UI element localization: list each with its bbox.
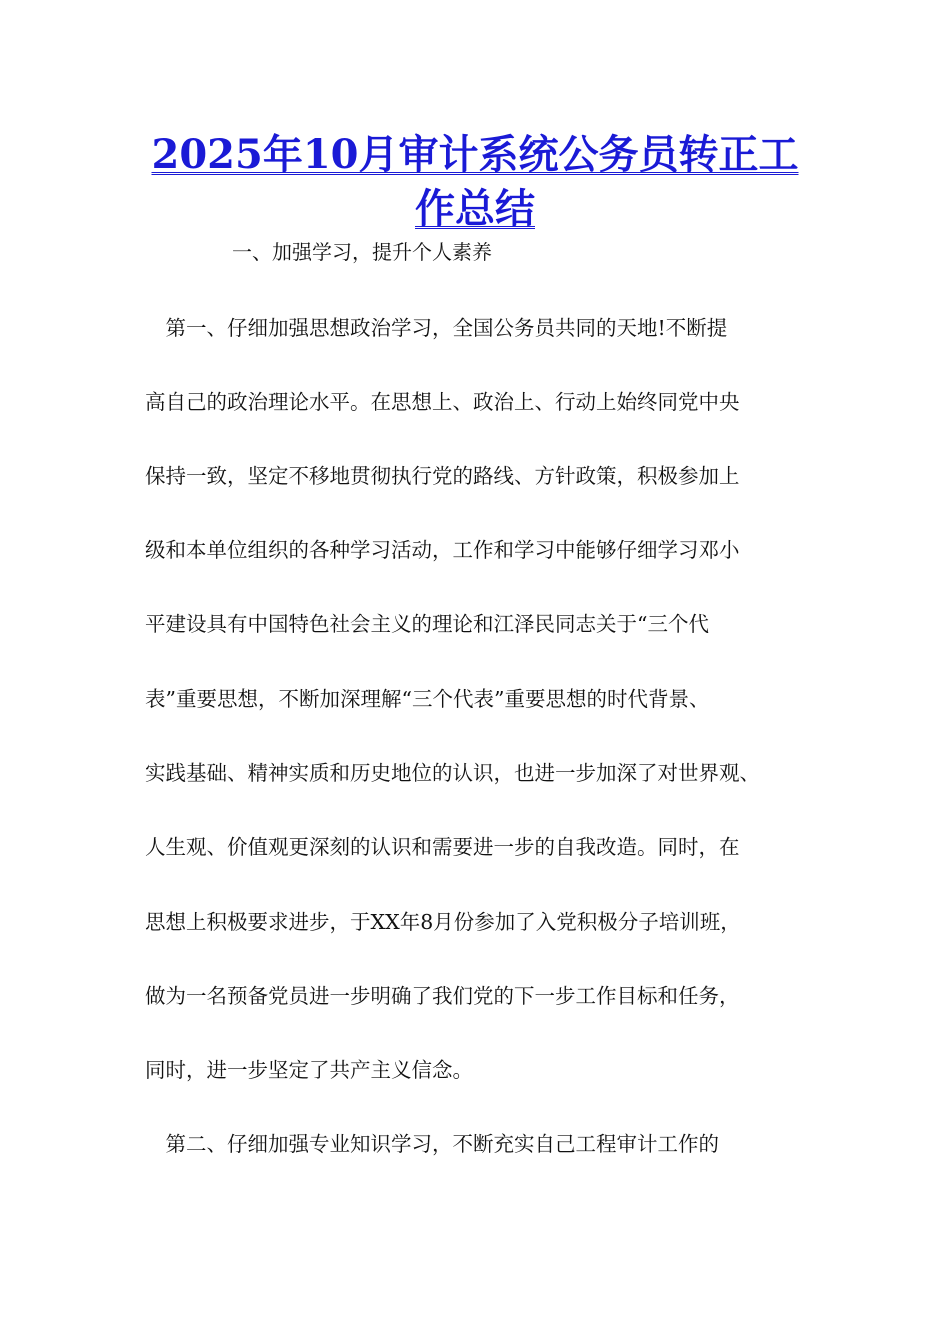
document-title[interactable]	[120, 128, 830, 236]
paragraph-line-5: 平建设具有中国特色社会主义的理论和江泽民同志关于“三个代	[145, 612, 709, 636]
paragraph-line-3: 保持一致，坚定不移地贯彻执行党的路线、方针政策，积极参加上	[145, 464, 740, 488]
paragraph-line-10: 做为一名预备党员进一步明确了我们党的下一步工作目标和任务，	[145, 984, 740, 1008]
paragraph-line-1: 第一、仔细加强思想政治学习，全国公务员共同的天地!不断提	[145, 316, 728, 340]
title-line-2	[120, 182, 830, 236]
title-line-1-text: 2025年10月审计系统公务员转正工	[151, 131, 799, 178]
paragraph-line-8: 人生观、价值观更深刻的认识和需要进一步的自我改造。同时，在	[145, 835, 740, 859]
paragraph-line-2: 高自己的政治理论水平。在思想上、政治上、行动上始终同党中央	[145, 390, 740, 414]
title-line-1	[120, 128, 830, 182]
paragraph-line-11: 同时，进一步坚定了共产主义信念。	[145, 1058, 473, 1082]
paragraph-line-6: 表”重要思想，不断加深理解“三个代表”重要思想的时代背景、	[145, 687, 710, 711]
paragraph-line-9: 思想上积极要求进步，于XX年8月份参加了入党积极分子培训班，	[145, 910, 741, 934]
title-line-2-text: 作总结	[415, 185, 535, 232]
paragraph-line-4: 级和本单位组织的各种学习活动，工作和学习中能够仔细学习邓小	[145, 538, 740, 562]
paragraph-line-7: 实践基础、精神实质和历史地位的认识，也进一步加深了对世界观、	[145, 761, 760, 785]
section-heading: 一、加强学习，提升个人素养	[232, 240, 492, 264]
paragraph-line-12: 第二、仔细加强专业知识学习，不断充实自己工程审计工作的	[145, 1132, 719, 1156]
